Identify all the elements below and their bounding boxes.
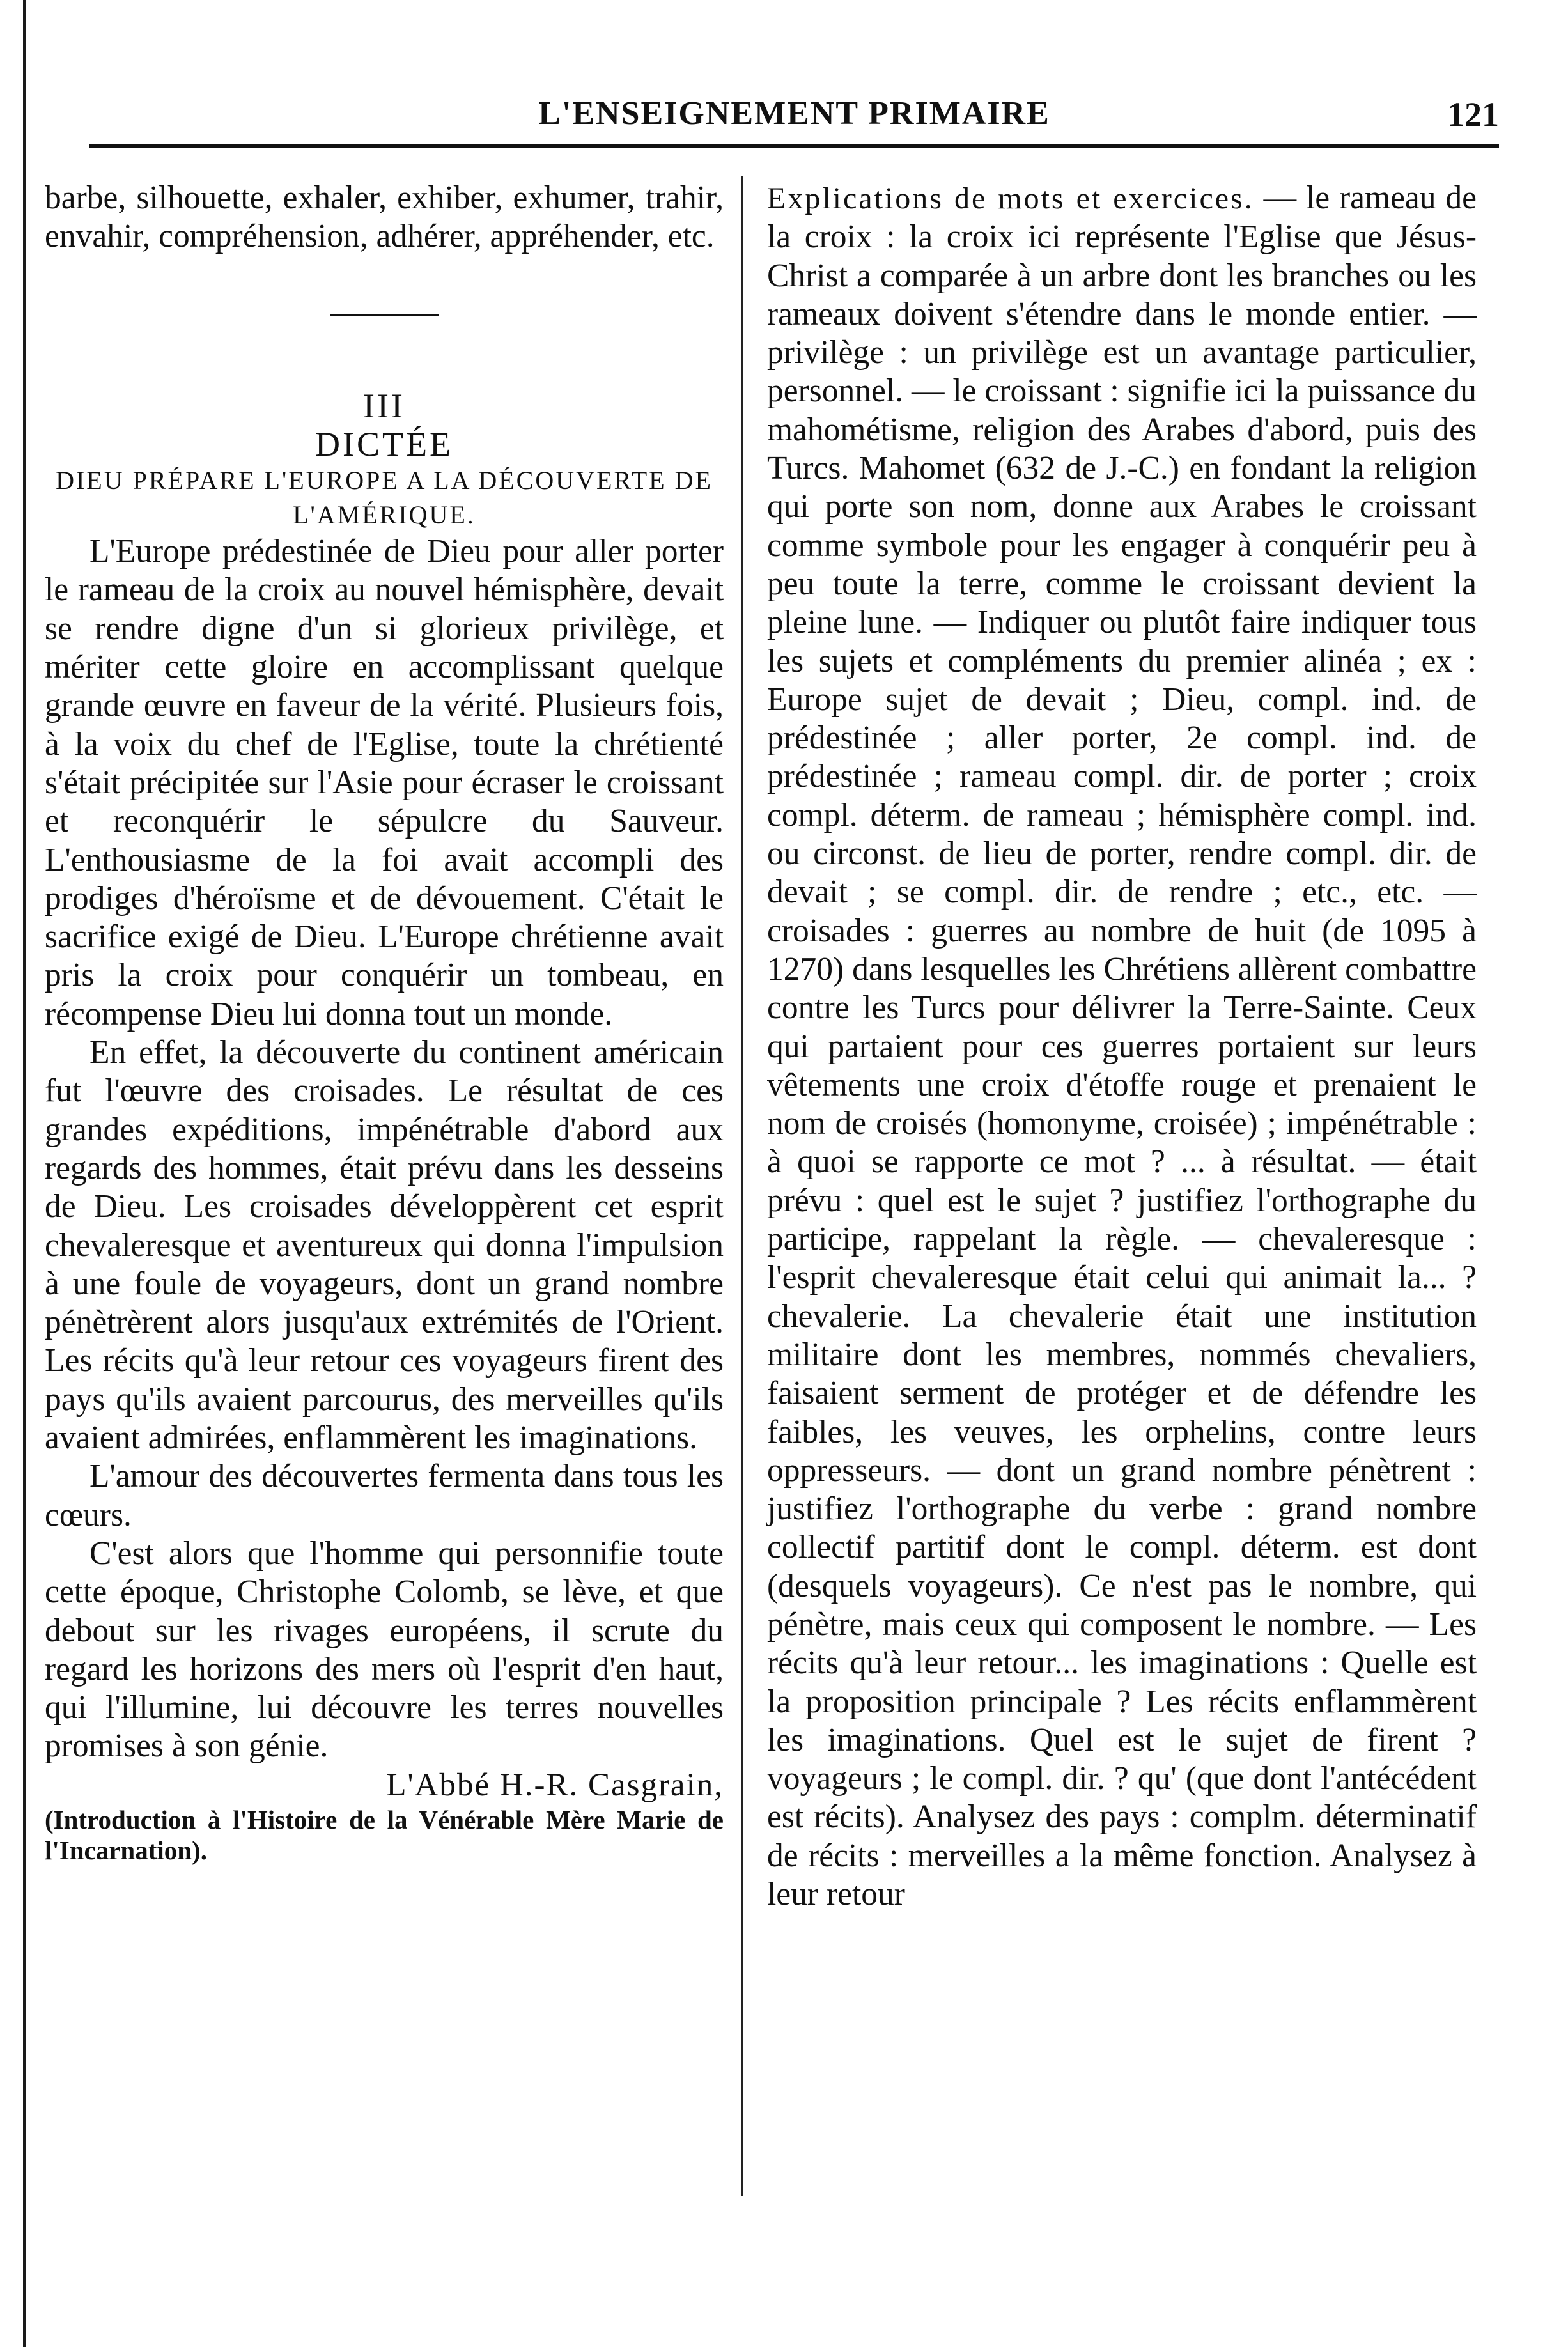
author-signature: L'Abbé H.-R. Casgrain, bbox=[386, 1767, 724, 1803]
left-column bbox=[45, 179, 724, 1866]
page-number: 121 bbox=[1447, 95, 1499, 134]
exercises-heading: Explications de mots et exercices. bbox=[767, 182, 1254, 215]
opening-words: barbe, silhouette, exhaler, exhiber, exhumer, trahir, envahir, compréhension, adhérer, appréhender, etc. bbox=[45, 180, 724, 255]
header-rule bbox=[89, 144, 1499, 148]
dictation-paragraph-4: C'est alors que l'homme qui personnifie toute cette époque, Christophe Colomb, se lève, et que debout sur les rivages européens, il scrute du regard les horizons des mers où l'esprit d'en haut, qui l'illumine, lui découvre les terres nouvelles promises à son génie. bbox=[45, 1535, 724, 1765]
exercises-text bbox=[767, 179, 1477, 1914]
section-label: DICTÉE bbox=[315, 424, 453, 463]
dictation-paragraph-1: L'Europe prédestinée de Dieu pour aller porter le rameau de la croix au nouvel hémisphère, devait se rendre digne d'un si glorieux privilège, et mériter cette gloire en accomplissant quelque grande œuvre en faveur de la vérité. Plusieurs fois, à la voix du chef de l'Eglise, toute la chrétienté s'était précipitée sur l'Asie pour écraser le croissant et reconquérir le sépulcre du Sauveur. L'enthousiasme de la foi avait accompli des prodiges d'héroïsme et de dévouement. C'était le sacrifice exigé de Dieu. L'Europe chrétienne avait pris la croix pour conquérir un tombeau, en récompense Dieu lui donna tout un monde. bbox=[45, 533, 724, 1032]
dictation-title: DIEU PRÉPARE L'EUROPE A LA DÉCOUVERTE DE L'AMÉRIQUE. bbox=[56, 466, 713, 530]
column-divider bbox=[741, 176, 743, 2196]
running-head bbox=[89, 95, 1499, 139]
running-title: L'ENSEIGNEMENT PRIMAIRE bbox=[538, 95, 1050, 132]
source-note: (Introduction à l'Histoire de la Vénérable Mère Marie de l'Incarnation). bbox=[45, 1804, 724, 1865]
binding-edge bbox=[23, 0, 26, 2347]
section-rule bbox=[330, 314, 439, 316]
exercises-body: — le rameau de la croix : la croix ici représente l'Eglise que Jésus-Christ a comparée à un arbre dont les branches ou les rameaux doivent s'étendre dans le monde entier. — privilège : un privilège est un avantage particulier, personnel. — le croissant : signifie ici la puissance du mahométisme, religion des Arabes d'abord, puis des Turcs. Mahomet (632 de J.-C.) en fondant la religion qui porte son nom, donne aux Arabes le croissant comme symbole pour les engager à conquérir peu à peu toute la terre, comme le croissant devient la pleine lune. — Indiquer ou plutôt faire indiquer tous les sujets et compléments du premier alinéa ; ex : Europe sujet de devait ; Dieu, compl. ind. de prédestinée ; aller porter, 2e compl. ind. de prédestinée ; rameau compl. dir. de porter ; croix compl. déterm. de rameau ; hémisphère compl. ind. ou circonst. de lieu de porter, rendre compl. dir. de devait ; se compl. dir. de rendre ; etc., etc. — croisades : guerres au nombre de huit (de 1095 à 1270) dans lesquelles les Chrétiens allèrent combattre contre les Turcs pour délivrer la Terre-Sainte. Ceux qui partaient pour ces guerres portaient sur leurs vêtements une croix d'étoffe rouge et prenaient le nom de croisés (homonyme, croisée) ; impénétrable : à quoi se rapporte ce mot ? ... à résultat. — était prévu : quel est le sujet ? justifiez l'orthographe du participe, rappelant la règle. — chevaleresque : l'esprit chevaleresque était celui qui animait la... ? chevalerie. La chevalerie était une institution militaire dont les membres, nommés chevaliers, faisaient serment de protéger et de défendre les faibles, les veuves, les orphelins, contre leurs oppresseurs. — dont un grand nombre pénètrent : justifiez l'orthographe du verbe : grand nombre collectif partitif dont le compl. déterm. est dont (desquels voyageurs). Ce n'est pas le nombre, qui pénètre, mais ceux qui composent le nombre. — Les récits qu'à leur retour... les imaginations : Quelle est la proposition principale ? Les récits enflammèrent les imaginations. Quel est le sujet de firent ? voyageurs ; le compl. dir. ? qu' (que dont l'antécédent est récits). Analysez des pays : complm. déterminatif de récits : merveilles a la même fonction. Analysez à leur retour bbox=[767, 180, 1477, 1913]
dictation-paragraph-3: L'amour des découvertes fermenta dans tous les cœurs. bbox=[45, 1458, 724, 1533]
right-column bbox=[767, 179, 1477, 1914]
section-number: III bbox=[363, 386, 405, 425]
dictation-paragraph-2: En effet, la découverte du continent américain fut l'œuvre des croisades. Le résultat de ces grandes expéditions, impénétrable d'abord aux regards des hommes, était prévu dans les desseins de Dieu. Les croisades développèrent cet esprit chevaleresque et aventureux qui donna l'impulsion à une foule de voyageurs, dont un grand nombre pénètrèrent alors jusqu'aux extrémités de l'Orient. Les récits qu'à leur retour ces voyageurs firent des pays qu'ils avaient parcourus, des merveilles qu'ils avaient admirées, enflammèrent les imaginations. bbox=[45, 1034, 724, 1457]
